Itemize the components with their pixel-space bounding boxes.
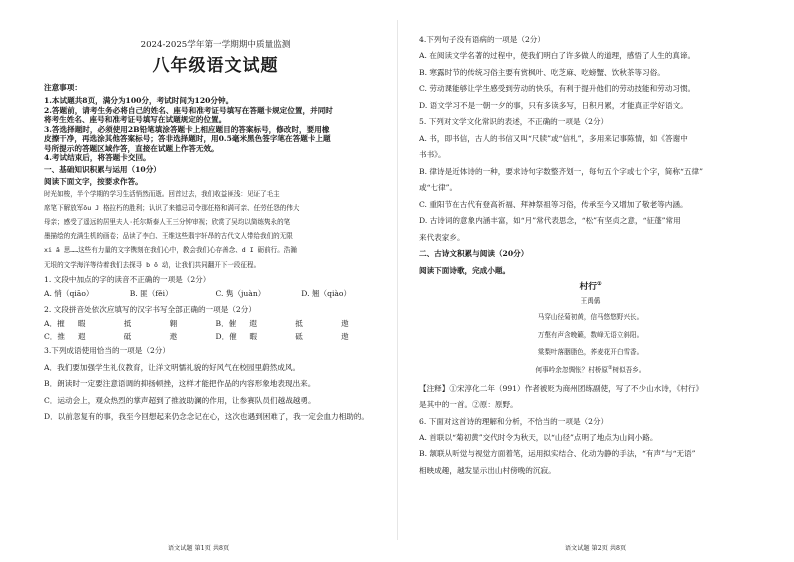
option-cell: 遐 — [77, 331, 86, 341]
option-cell: 遨 — [169, 331, 178, 341]
question-1 — [44, 275, 387, 299]
passage-line: 无垠的文学海洋等待着我们去探寻 b ō 动，让我们共同翻开下一段征程。 — [44, 260, 261, 269]
option-d-cont: 来代表家乡。 — [419, 232, 465, 242]
option-a: A. 悄（qiāo） — [44, 289, 94, 299]
passage-line: xi ǎ 思……这些有力量的文字镌刻在我们心中，教会我们心存善念、d I 砺前行。浩瀚 — [44, 246, 297, 255]
option-c: C．运动会上，观众热烈的掌声超到了推波助澜的作用，让参赛队员们越战越勇。 — [44, 395, 316, 405]
option-d: D. 古诗词的意象内涵丰富，如“月”常代表思念，“松”有坚贞之意，“征蓬”常用 — [419, 216, 681, 226]
question-stem: 6. 下面对这首诗的理解和分析，不恰当的一项是（2分） — [419, 416, 609, 426]
poem — [419, 281, 762, 374]
option-cell: 抵 — [295, 319, 303, 329]
option-b: B．朗读时一定要注意语调的抑扬顿挫，这样才能把作品的内容形象地表现出来。 — [44, 379, 316, 389]
option-d: D. 语文学习不是一朝一夕的事，只有多读多写，日积月累，才能真正学好语文。 — [419, 100, 688, 110]
question-4 — [419, 35, 762, 110]
option-b: B. 律诗是近体诗的一种，要求诗句字数整齐划一，每句五个字或七个字，简称“五律” — [419, 166, 703, 176]
option-b: B. 寒露时节的传统习俗主要有赏枫叶、吃芝麻、吃螃蟹、饮秋茶等习俗。 — [419, 67, 665, 77]
poem-line: 何事吟余忽惆怅？村桥原②树似吾乡。 — [535, 365, 646, 375]
footnote-marker: ② — [608, 365, 613, 372]
option-cell: B．催 — [215, 319, 237, 329]
passage-line: 席笔下解放军ōu J 格拉朽的胜利；认识了来德忌司令那任格和满可亲、任劳任怨的伟大 — [44, 203, 300, 212]
notice-line: 将考生姓名、座号和准考证号填写在试题规定的位置。 — [44, 115, 227, 125]
notice-line: 4.考试结束后，将答题卡交回。 — [44, 153, 151, 163]
section-heading-2: 二、古诗文积累与阅读（20分） — [419, 249, 529, 259]
question-2 — [44, 305, 387, 341]
option-cell: 遐 — [249, 319, 257, 329]
option-cell: 暇 — [77, 319, 86, 329]
footnote-marker: ① — [597, 281, 602, 288]
passage-line: 墨描绘的充满生机的画卷；品读了李白、王维这些翡宇轩昂的古代文人带给我们的无限 — [44, 232, 293, 241]
option-cell: 遨 — [341, 319, 349, 329]
section-heading-1: 一、基础知识积累与运用（10分） — [44, 164, 161, 174]
question-5 — [419, 117, 762, 242]
poem-line: 马穿山径菊初黄，信马悠悠野兴长。 — [537, 313, 644, 322]
page-footer: 语文试题 第2页 共8页 — [564, 545, 627, 553]
option-b-cont: 相映成趣，越发显示出山村傍晚的沉寂。 — [419, 465, 556, 475]
notice-list — [44, 96, 387, 162]
option-b: B. 匪（fěi） — [129, 289, 173, 299]
page-footer: 语文试题 第1页 共8页 — [167, 545, 230, 553]
notice-line: 号所提示的答题区域作答，直接在试题上作答无效。 — [44, 143, 219, 153]
notice-line: 2.答题前，请考生务必将自己的姓名、座号和准考证号填写在答题卡规定位置，并同时 — [44, 105, 333, 115]
option-cell: 翱 — [169, 319, 178, 329]
option-a: A. 首联以“菊初黄”交代时令为秋天，以“山径”点明了地点为山间小路。 — [419, 432, 658, 442]
option-b-cont: 或“七律”。 — [419, 183, 458, 193]
option-c: C. 重阳节在古代有登高祈福、拜神祭祖等习俗，传承至今又增加了敬老等内涵。 — [419, 199, 688, 209]
option-cell: C．推 — [44, 331, 65, 341]
note-line: 是其中的一首。②原：原野。 — [419, 400, 518, 410]
question-stem: 2. 文段拼音处依次应填写的汉字书写全部正确的一项是（2分） — [44, 304, 256, 314]
option-cell: 抵 — [123, 319, 132, 329]
reading-passage — [44, 190, 387, 270]
option-a-cont: 书书》。 — [419, 150, 446, 160]
option-row — [44, 332, 387, 341]
option-d: D. 翘（qiào） — [301, 289, 352, 299]
poem-note — [419, 384, 762, 410]
option-a: A．我们要加强学生礼仪教育，让洋文明懦礼貌的好风气在校园里蔚然成风。 — [44, 362, 301, 372]
option-cell: 暇 — [249, 331, 257, 341]
question-3 — [44, 346, 387, 421]
poem-line: 棠梨叶落胭脂色，荞麦花开白雪香。 — [537, 347, 644, 356]
notice-line: 3.答选择题时，必须使用2B铅笔填涂答题卡上相应题目的答案标号，修改时，要用橡 — [44, 124, 330, 134]
option-a: A. 书，即书信，古人的书信又叫“尺牍”或“信札”，多用来记事陈情，如《答谢中 — [419, 133, 688, 143]
passage-line: 母亲；感受了遥远的居里夫人·托尔斯泰人王三分钟审视；欣赏了吴均以简练隽永的笔 — [44, 218, 291, 227]
note-line: 【注释】①宋淳化二年（991）作者被贬为商州团练副使，写了不少山水诗，《村行》 — [419, 383, 704, 393]
option-b: B. 颔联从听觉与视觉方面着笔，运用拟实结合、化动为静的手法，“有声”与“无语” — [419, 449, 696, 459]
question-stem: 3.下列成语使用恰当的一项是（2分） — [44, 346, 170, 356]
option-row — [44, 289, 387, 298]
question-stem: 4.下列句子没有语病的一项是（2分） — [419, 35, 545, 44]
passage-line: 时光如梭，半个学期的学习生活悄然而逝。回首过去，我们收益匪浅：见证了毛主 — [44, 189, 280, 198]
notice-title: 注意事项： — [44, 82, 82, 92]
poem-author: 王禹偁 — [580, 297, 601, 306]
poem-line: 万壑有声含晚籁，数峰无语立斜阳。 — [537, 330, 644, 339]
poem-prompt: 阅读下面诗歌，完成小题。 — [419, 265, 511, 275]
page-2 — [397, 0, 794, 562]
notice-line: 皮擦干净，再选涂其他答案标号；答非选择题时，用0.5毫米黑色签字笔在答题卡上题 — [44, 134, 331, 144]
notice-line: 1.本试题共8页，满分为100分，考试时间为120分钟。 — [44, 96, 234, 106]
option-cell: D．催 — [215, 331, 237, 341]
option-row — [44, 319, 387, 328]
option-c: C. 劳动课能够让学生感受到劳动的快乐，有利于提升他们的劳动技能和劳动习惯。 — [419, 84, 696, 94]
exam-header: 2024-2025学年第一学期期中质量监测 — [140, 40, 291, 50]
option-cell: 砥 — [295, 331, 303, 341]
option-c: C. 隽（juàn） — [215, 289, 266, 299]
read-prompt: 阅读下面文字，按要求作答。 — [44, 177, 143, 187]
option-a: A. 在阅读文学名著的过程中，使我们明白了许多做人的道理，感悟了人生的真谛。 — [419, 51, 696, 61]
option-cell: 砥 — [123, 331, 132, 341]
option-d: D．以前忽复有的事，我至今回想起来仍念念记在心，这次也遇到困难了，我一定会血力相助的。 — [44, 412, 370, 422]
poem-title: 村行① — [579, 281, 602, 293]
option-cell: A．摧 — [44, 319, 65, 329]
question-6 — [419, 417, 762, 476]
exam-title: 八年级语文试题 — [152, 55, 279, 76]
question-stem: 1. 文段中加点的字的读音不正确的一项是（2分） — [44, 274, 211, 284]
question-stem: 5. 下列对文学文化常识的表述，不正确的一项是（2分） — [419, 117, 609, 127]
option-cell: 遨 — [341, 331, 349, 341]
